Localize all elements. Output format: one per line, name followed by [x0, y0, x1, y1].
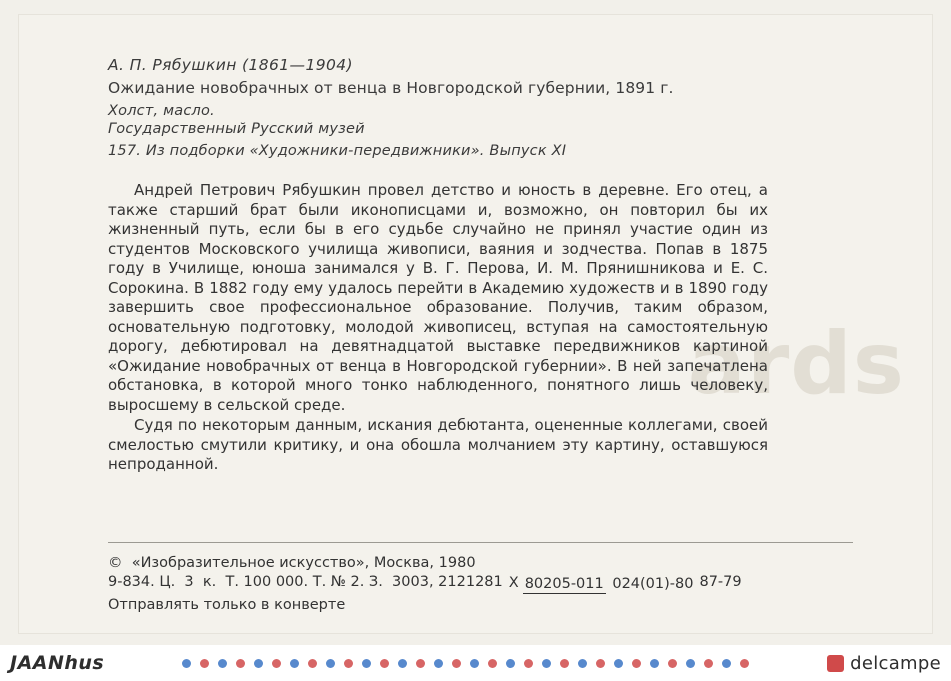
- dot-icon: [308, 659, 317, 668]
- postcard-card: [18, 14, 933, 634]
- watermark-bar: [0, 645, 951, 681]
- dot-icon: [380, 659, 389, 668]
- dot-icon: [506, 659, 515, 668]
- dot-icon: [650, 659, 659, 668]
- dot-icon: [344, 659, 353, 668]
- artwork-medium: Холст, масло.: [108, 102, 215, 119]
- watermark-right-text: delcampe: [850, 652, 941, 674]
- artwork-description: [108, 181, 768, 475]
- footer-divider: [108, 542, 853, 543]
- dot-icon: [290, 659, 299, 668]
- dot-icon: [470, 659, 479, 668]
- dot-icon: [398, 659, 407, 668]
- dot-icon: [452, 659, 461, 668]
- dot-icon: [236, 659, 245, 668]
- dot-icon: [668, 659, 677, 668]
- description-paragraph-2: Судя по некоторым данным, искания дебютанта, оцененные коллегами, своей смелостью смутили критику, и она обошла молчанием эту картину, оставшуюся непроданной.: [108, 416, 768, 474]
- dot-icon: [272, 659, 281, 668]
- dot-icon: [326, 659, 335, 668]
- code-suffix: 87-79: [699, 574, 742, 591]
- card-content: [108, 56, 868, 475]
- description-paragraph-1: Андрей Петрович Рябушкин провел детство и юность в деревне. Его отец, а также старший брат были иконописцами и, возможно, он повторил бы их жизненный путь, если бы в его судьбе случайно не принял участие один из студентов Московского училища живописи, ваяния и зодчества. Попав в 1875 году в Училище, юноша занимался у В. Г. Перова, И. М. Прянишникова и Е. С. Сорокина. В 1882 году ему удалось перейти в Академию художеств и в 1890 году завершить свое профессиональное образование. Получив, таким образом, основательную подготовку, молодой живописец, вступая на самостоятельную дорогу, дебютировал на девятнадцатой выставке передвижников картиной «Ожидание новобрачных от венца в Новгородской губернии». В ней запечатлена обстановка, в которой много тонко наблюденного, понятного лишь человеку, выросшему в сельской среде.: [108, 181, 768, 414]
- watermark-right: [827, 653, 941, 674]
- dot-icon: [560, 659, 569, 668]
- code-prefix: Х: [508, 574, 519, 591]
- dot-icon: [434, 659, 443, 668]
- dot-icon: [416, 659, 425, 668]
- dot-icon: [362, 659, 371, 668]
- dot-icon: [524, 659, 533, 668]
- code-numerator: 80205-011: [524, 575, 604, 592]
- artist-name: А. П. Рябушкин (1861—1904): [108, 56, 353, 74]
- artwork-museum: Государственный Русский музей: [108, 121, 365, 138]
- code-fraction: [523, 576, 696, 592]
- dot-icon: [200, 659, 209, 668]
- dot-icon: [704, 659, 713, 668]
- imprint-footer: [108, 554, 868, 615]
- envelope-note: Отправлять только в конверте: [108, 596, 346, 613]
- square-logo-icon: [827, 655, 844, 672]
- dot-icon: [686, 659, 695, 668]
- dot-icon: [488, 659, 497, 668]
- catalog-code: [509, 573, 742, 593]
- artwork-series: 157. Из подборки «Художники-передвижники». Выпуск XI: [108, 143, 567, 160]
- dot-icon: [254, 659, 263, 668]
- dot-icon: [722, 659, 731, 668]
- dot-icon: [542, 659, 551, 668]
- dot-icon: [614, 659, 623, 668]
- watermark-cards-text: ards: [687, 314, 905, 414]
- code-denominator: 024(01)-80: [612, 575, 694, 592]
- dot-icon: [596, 659, 605, 668]
- publisher-line: © «Изобразительное искусство», Москва, 1980: [108, 555, 476, 571]
- watermark-dot-strip: [104, 659, 827, 668]
- artwork-header: [108, 56, 868, 159]
- artwork-title: Ожидание новобрачных от венца в Новгородской губернии, 1891 г.: [108, 79, 674, 97]
- dot-icon: [632, 659, 641, 668]
- dot-icon: [218, 659, 227, 668]
- dot-icon: [578, 659, 587, 668]
- watermark-left-text: JAANhus: [10, 652, 105, 674]
- print-run-line: 9-834. Ц. 3 к. Т. 100 000. Т. № 2. З. 3003, 2121281: [108, 574, 503, 591]
- dot-icon: [740, 659, 749, 668]
- dot-icon: [182, 659, 191, 668]
- print-info-row: [108, 573, 868, 593]
